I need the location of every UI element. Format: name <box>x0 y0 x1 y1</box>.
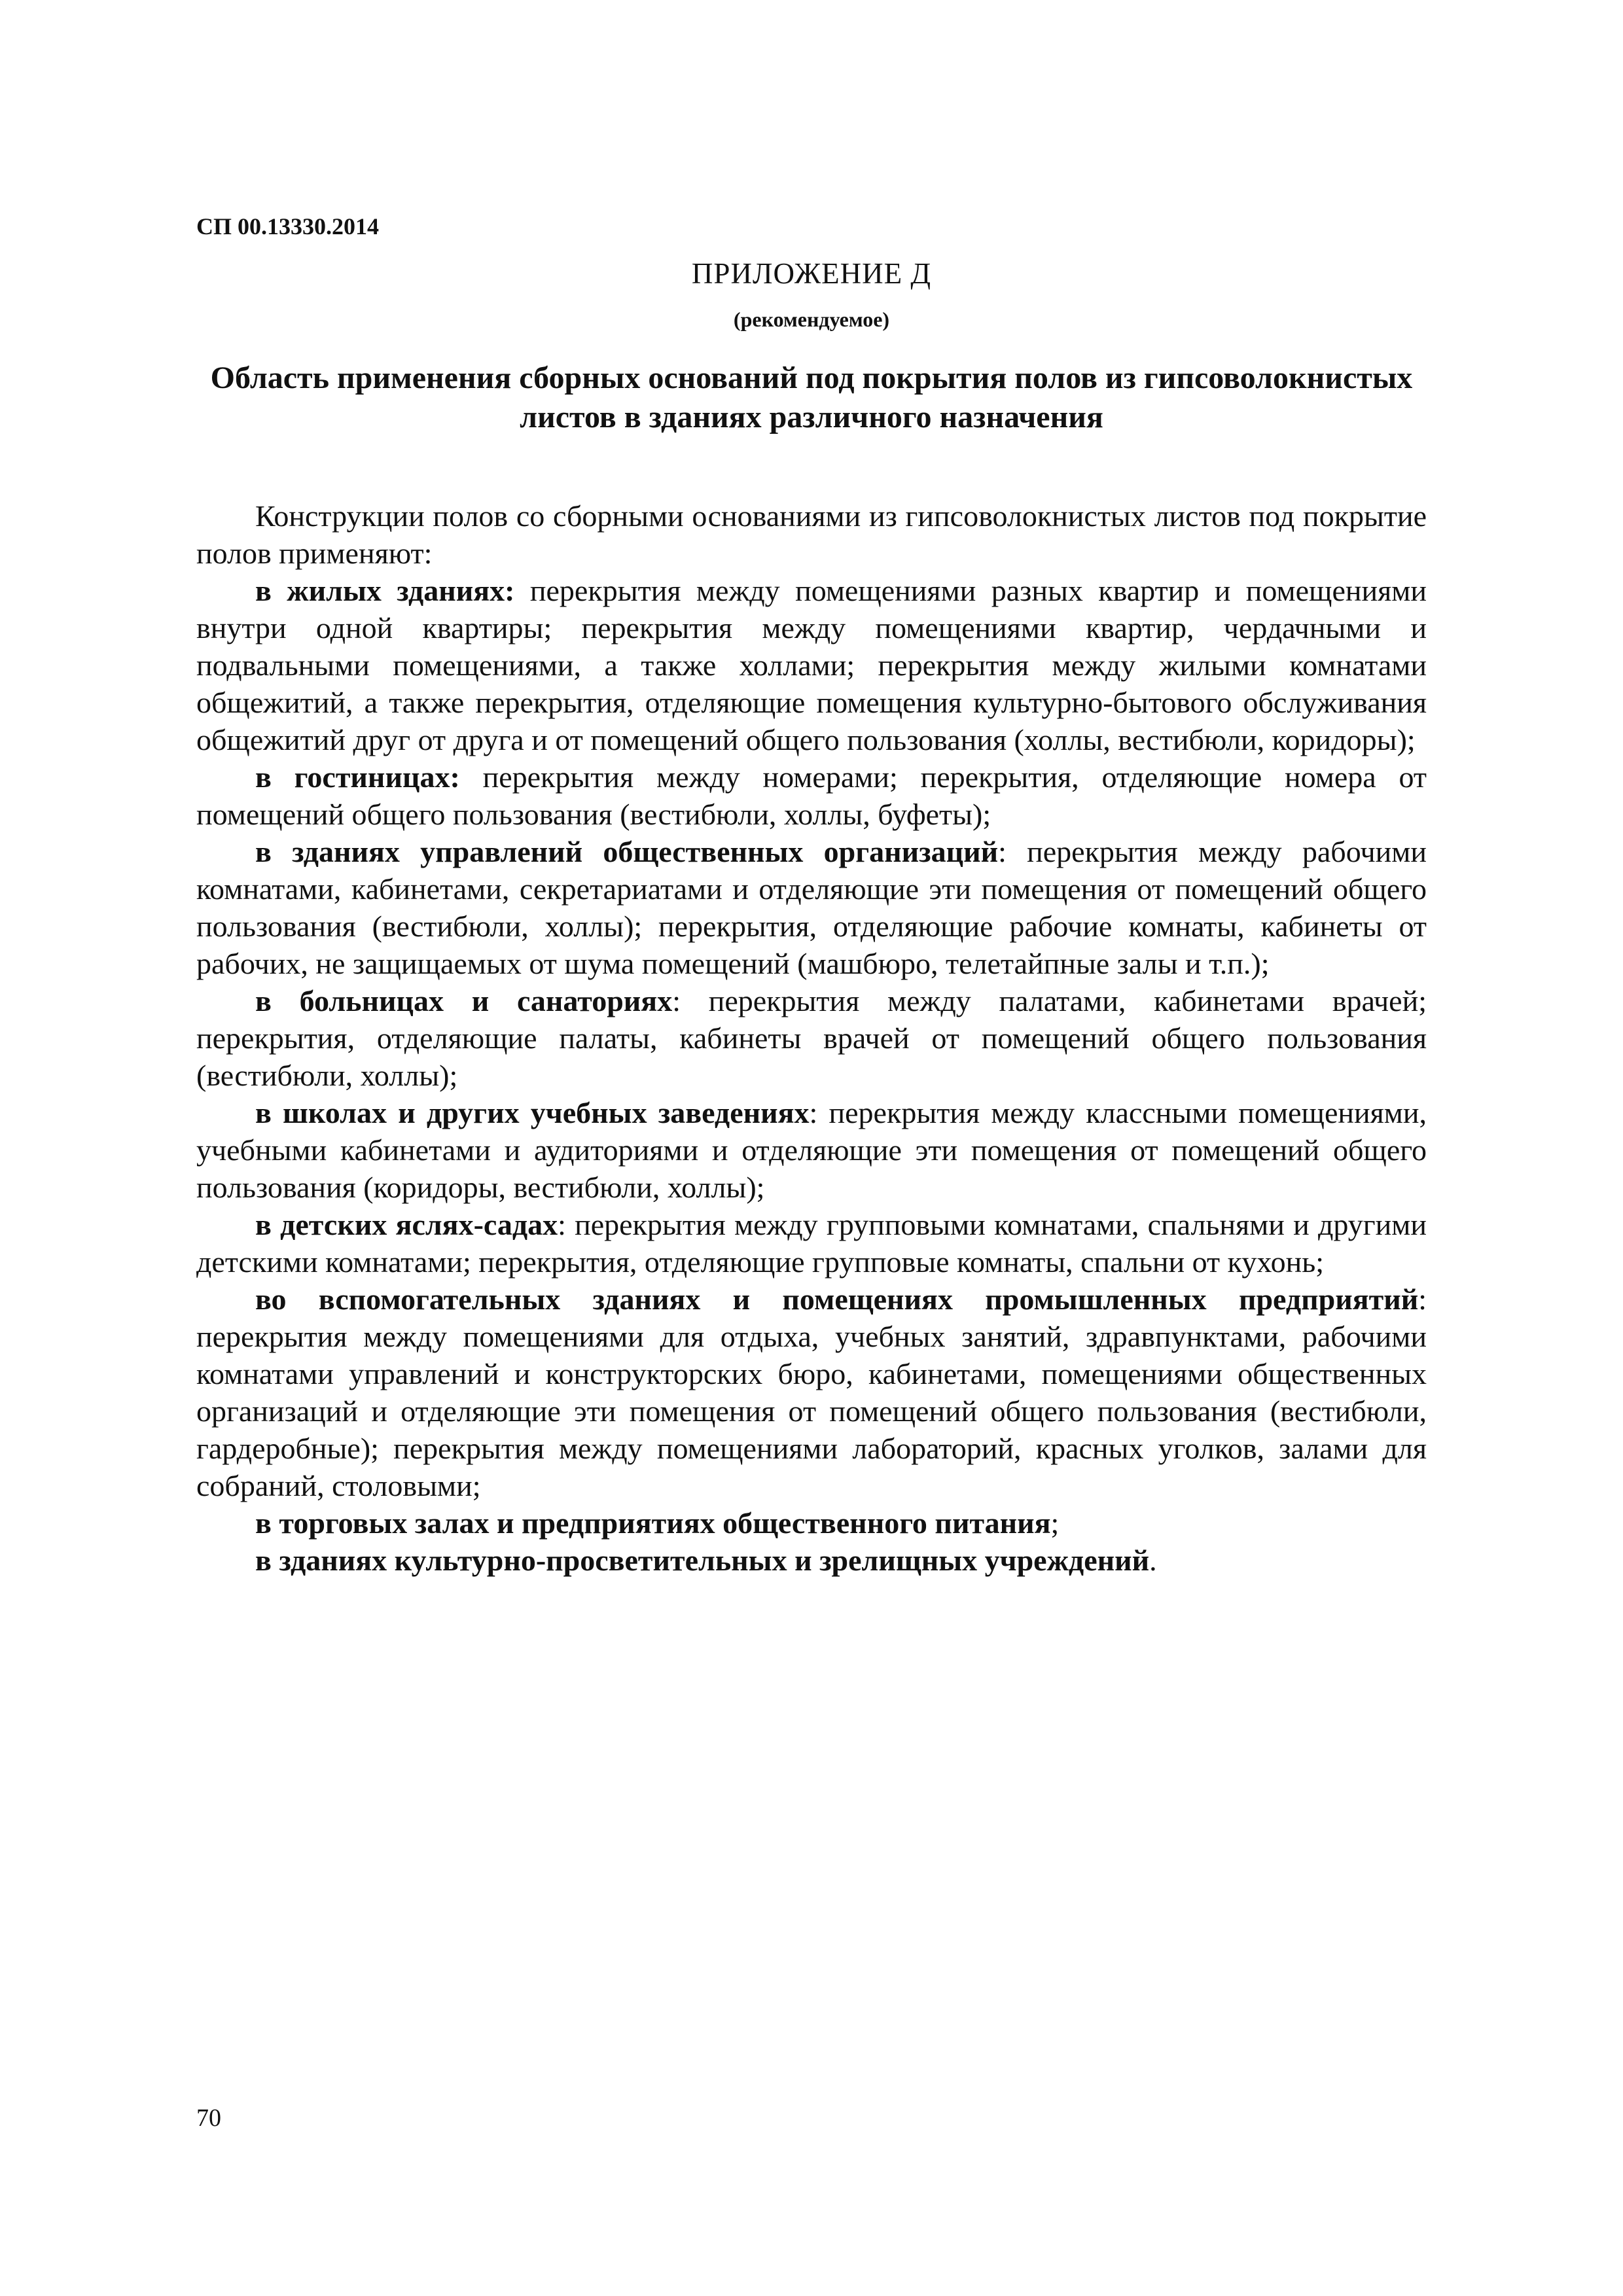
item-term: в зданиях культурно-просветительных и зрелищных учреждений <box>255 1544 1150 1577</box>
item-text: : перекрытия между классными помещениями, учебными кабинетами и аудиториями и отделяющие эти помещения от помещений общего пользования (коридоры, вестибюли, холлы); <box>196 1096 1427 1204</box>
item-term: в зданиях управлений общественных организаций <box>255 835 999 868</box>
list-item <box>196 982 1427 1094</box>
item-term: в жилых зданиях: <box>255 574 515 607</box>
item-term: в больницах и санаториях <box>255 984 673 1017</box>
appendix-status: (рекомендуемое) <box>733 308 890 331</box>
item-term: в детских яслях-садах <box>255 1208 558 1241</box>
item-text: перекрытия между помещениями разных квартир и помещениями внутри одной квартиры; перекрытия между помещениями квартир, чердачными и подвальными помещениями, а также холлами; перекрытия между жилыми комнатами общежитий, а также перекрытия, отделяющие помещения культурно-бытового обслуживания общежитий друг от друга и от помещений общего пользования (холлы, вестибюли, коридоры); <box>196 574 1427 756</box>
item-text: : перекрытия между групповыми комнатами, спальнями и другими детскими комнатами; перекрытия, отделяющие групповые комнаты, спальни от кухонь; <box>196 1208 1427 1279</box>
document-body <box>196 497 1427 1579</box>
list-item <box>196 1504 1427 1542</box>
item-text: : перекрытия между рабочими комнатами, кабинетами, секретариатами и отделяющие эти помещения от помещений общего пользования (вестибюли, холлы); перекрытия, отделяющие рабочие комнаты, кабинеты от рабочих, не защищаемых от шума помещений (машбюро, телетайпные залы и т.п.); <box>196 835 1427 980</box>
appendix-title: ПРИЛОЖЕНИЕ Д <box>691 257 932 290</box>
list-item <box>196 1206 1427 1280</box>
list-item <box>196 833 1427 982</box>
page-number: 70 <box>196 2104 221 2132</box>
item-term: в гостиницах: <box>255 760 460 794</box>
appendix-heading: Область применения сборных оснований под покрытия полов из гипсоволокнистых листов в зданиях различного назначения <box>210 361 1413 434</box>
item-text: : перекрытия между помещениями для отдыха, учебных занятий, здравпунктами, рабочими комнатами управлений и конструкторских бюро, кабинетами, помещениями общественных организаций и отделяющие эти помещения от помещений общего пользования (вестибюли, гардеробные); перекрытия между помещениями лабораторий, красных уголков, залами для собраний, столовыми; <box>196 1282 1427 1502</box>
item-text: : перекрытия между палатами, кабинетами врачей; перекрытия, отделяющие палаты, кабинеты врачей от помещений общего пользования (вестибюли, холлы); <box>196 984 1427 1092</box>
list-item <box>196 1094 1427 1206</box>
intro-paragraph: Конструкции полов со сборными основаниями из гипсоволокнистых листов под покрытие полов применяют: <box>196 499 1427 570</box>
item-text: ; <box>1050 1506 1060 1540</box>
item-term: в школах и других учебных заведениях <box>255 1096 810 1129</box>
item-text: перекрытия между номерами; перекрытия, отделяющие номера от помещений общего пользования (вестибюли, холлы, буфеты); <box>196 760 1427 831</box>
item-text: . <box>1149 1544 1157 1577</box>
item-term: во вспомогательных зданиях и помещениях промышленных предприятий <box>255 1282 1419 1316</box>
list-item <box>196 758 1427 833</box>
list-item <box>196 1280 1427 1504</box>
list-item <box>196 572 1427 758</box>
list-item <box>196 1542 1427 1579</box>
document-code: СП 00.13330.2014 <box>196 213 379 239</box>
item-term: в торговых залах и предприятиях общественного питания <box>255 1506 1051 1540</box>
